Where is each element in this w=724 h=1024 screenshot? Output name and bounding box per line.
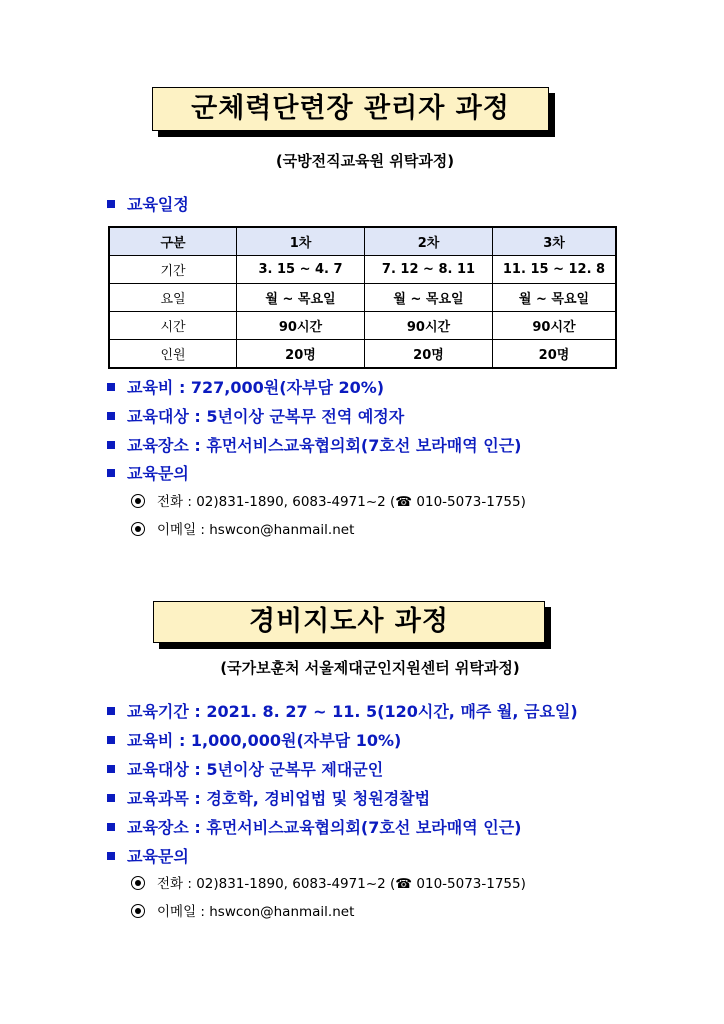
table-cell: 7. 12 ~ 8. 11 bbox=[365, 256, 493, 284]
table-header-cell: 구분 bbox=[109, 227, 237, 256]
table-header-cell: 2차 bbox=[365, 227, 493, 256]
course2-period bbox=[107, 699, 578, 722]
course1-fee bbox=[107, 375, 384, 398]
square-bullet-icon bbox=[107, 823, 115, 831]
course2-subtitle: (국가보훈처 서울제대군인지원센터 위탁과정) bbox=[220, 659, 520, 677]
table-cell: 20명 bbox=[237, 340, 365, 369]
course2-subjects bbox=[107, 786, 430, 809]
course1-email bbox=[131, 518, 354, 538]
table-cell: 11. 15 ~ 12. 8 bbox=[493, 256, 617, 284]
course1-title: 군체력단련장 관리자 과정 bbox=[152, 87, 549, 131]
course2-place bbox=[107, 815, 521, 838]
circle-bullet-icon bbox=[131, 876, 145, 890]
table-cell: 시간 bbox=[109, 312, 237, 340]
course1-target bbox=[107, 404, 404, 427]
course1-phone-text: 전화 : 02)831-1890, 6083-4971~2 (☎ 010-5073-1755) bbox=[157, 494, 526, 510]
schedule-table bbox=[108, 226, 617, 369]
table-cell: 기간 bbox=[109, 256, 237, 284]
square-bullet-icon bbox=[107, 736, 115, 744]
course2-subjects-text: 교육과목 : 경호학, 경비업법 및 청원경찰법 bbox=[127, 789, 431, 808]
table-header-cell: 1차 bbox=[237, 227, 365, 256]
table-cell: 90시간 bbox=[237, 312, 365, 340]
square-bullet-icon bbox=[107, 200, 115, 208]
course2-phone bbox=[131, 872, 526, 892]
course2-period-text: 교육기간 : 2021. 8. 27 ~ 11. 5(120시간, 매주 월, 금요일) bbox=[127, 702, 578, 721]
circle-bullet-icon bbox=[131, 522, 145, 536]
course1-inquiry bbox=[107, 461, 189, 484]
square-bullet-icon bbox=[107, 852, 115, 860]
table-cell: 20명 bbox=[493, 340, 617, 369]
table-cell: 90시간 bbox=[365, 312, 493, 340]
course1-place bbox=[107, 433, 521, 456]
square-bullet-icon bbox=[107, 412, 115, 420]
table-row bbox=[109, 256, 616, 284]
square-bullet-icon bbox=[107, 707, 115, 715]
course2-inquiry bbox=[107, 844, 189, 867]
table-cell: 월 ~ 목요일 bbox=[237, 284, 365, 312]
course1-email-text: 이메일 : hswcon@hanmail.net bbox=[157, 522, 355, 538]
course2-target bbox=[107, 757, 383, 780]
circle-bullet-icon bbox=[131, 494, 145, 508]
square-bullet-icon bbox=[107, 765, 115, 773]
course2-fee bbox=[107, 728, 401, 751]
course1-target-text: 교육대상 : 5년이상 군복무 전역 예정자 bbox=[127, 407, 405, 426]
course2-place-text: 교육장소 : 휴먼서비스교육협의회(7호선 보라매역 인근) bbox=[127, 818, 522, 837]
course2-email-text: 이메일 : hswcon@hanmail.net bbox=[157, 904, 355, 920]
square-bullet-icon bbox=[107, 469, 115, 477]
course2-target-text: 교육대상 : 5년이상 군복무 제대군인 bbox=[127, 760, 384, 779]
table-row bbox=[109, 284, 616, 312]
table-cell: 월 ~ 목요일 bbox=[493, 284, 617, 312]
square-bullet-icon bbox=[107, 441, 115, 449]
table-cell: 3. 15 ~ 4. 7 bbox=[237, 256, 365, 284]
schedule-heading bbox=[107, 192, 189, 215]
square-bullet-icon bbox=[107, 794, 115, 802]
course1-subtitle: (국방전직교육원 위탁과정) bbox=[275, 152, 455, 170]
course2-fee-text: 교육비 : 1,000,000원(자부담 10%) bbox=[127, 731, 402, 750]
table-cell: 20명 bbox=[365, 340, 493, 369]
table-cell: 요일 bbox=[109, 284, 237, 312]
course1-inquiry-text: 교육문의 bbox=[127, 464, 189, 483]
table-header-cell: 3차 bbox=[493, 227, 617, 256]
table-header-row bbox=[109, 227, 616, 256]
course2-phone-text: 전화 : 02)831-1890, 6083-4971~2 (☎ 010-5073-1755) bbox=[157, 876, 526, 892]
square-bullet-icon bbox=[107, 383, 115, 391]
table-row bbox=[109, 340, 616, 369]
course2-inquiry-text: 교육문의 bbox=[127, 847, 189, 866]
course1-fee-text: 교육비 : 727,000원(자부담 20%) bbox=[127, 378, 385, 397]
table-cell: 90시간 bbox=[493, 312, 617, 340]
course1-place-text: 교육장소 : 휴먼서비스교육협의회(7호선 보라매역 인근) bbox=[127, 436, 522, 455]
course1-phone bbox=[131, 490, 526, 510]
course2-title: 경비지도사 과정 bbox=[153, 601, 545, 643]
course2-email bbox=[131, 900, 354, 920]
table-cell: 인원 bbox=[109, 340, 237, 369]
circle-bullet-icon bbox=[131, 904, 145, 918]
schedule-heading-label: 교육일정 bbox=[127, 195, 189, 214]
table-cell: 월 ~ 목요일 bbox=[365, 284, 493, 312]
table-row bbox=[109, 312, 616, 340]
